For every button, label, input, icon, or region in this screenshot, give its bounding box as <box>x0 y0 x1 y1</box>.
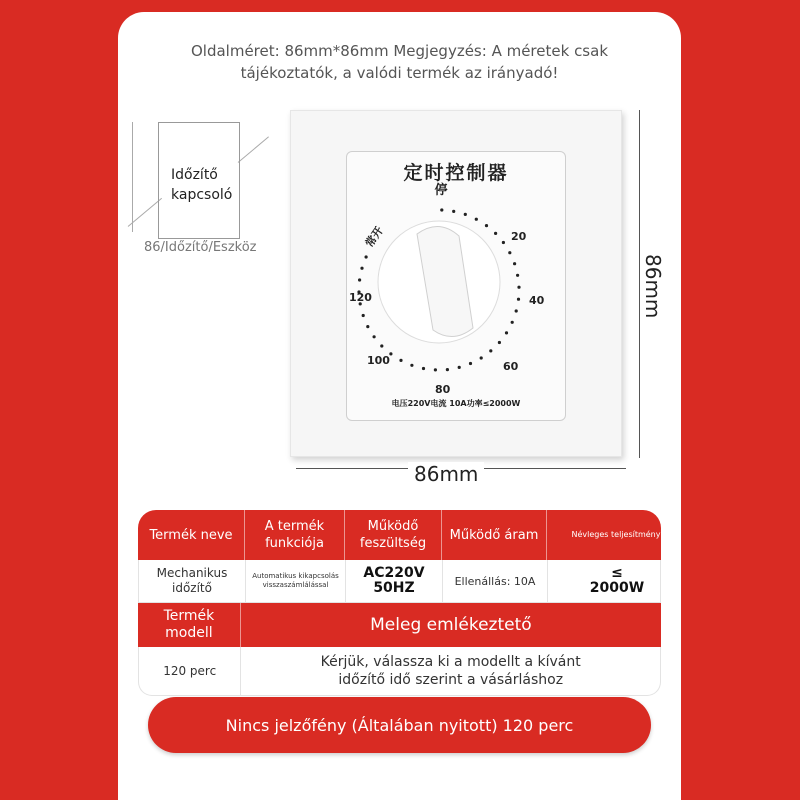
height-dimension-line <box>639 110 640 458</box>
dial-dot <box>480 356 483 359</box>
cell-model: 120 perc <box>139 647 241 695</box>
cell-power-line2: 2000W <box>589 580 645 596</box>
spec-table-header <box>138 510 661 560</box>
product-tag-label <box>169 165 234 205</box>
dial-dot <box>464 213 467 216</box>
dial-dot <box>513 262 516 265</box>
dial-dot <box>380 344 383 347</box>
dial-dot <box>422 367 425 370</box>
cell-current: Ellenállás: 10A <box>443 560 548 602</box>
spec-table <box>138 510 661 696</box>
dial-dot <box>358 278 361 281</box>
table-row <box>138 560 661 603</box>
header-voltage: Működő feszültség <box>345 510 442 560</box>
cell-voltage <box>346 560 443 602</box>
spec-table-header-2 <box>138 603 661 647</box>
tick-label-60: 60 <box>503 360 519 373</box>
dial-dot <box>485 224 488 227</box>
dial-dot <box>517 298 520 301</box>
header-product-name: Termék neve <box>138 510 245 560</box>
dial-dot <box>458 366 461 369</box>
dial-dot <box>362 314 365 317</box>
size-note <box>118 40 681 84</box>
tick-label-40: 40 <box>529 294 545 307</box>
dial-dot <box>494 232 497 235</box>
dial-dot <box>365 255 368 258</box>
label-always-on: 常开 <box>362 224 387 250</box>
timer-dial <box>347 152 565 420</box>
product-tag-label-line1: Időzítő <box>171 167 218 183</box>
tick-label-100: 100 <box>367 354 390 367</box>
header-current: Működő áram <box>442 510 547 560</box>
dial-dot <box>399 359 402 362</box>
tag-guide-line <box>238 136 269 162</box>
cell-reminder-line2: időzítő idő szerint a vásárláshoz <box>338 672 564 688</box>
dial-dot <box>469 362 472 365</box>
dial-dot <box>505 331 508 334</box>
cell-product-function: Automatikus kikapcsolás visszaszámlálással <box>246 560 346 602</box>
dial-dot <box>498 341 501 344</box>
size-note-line2: tájékoztatók, a valódi termék az irányadó! <box>240 64 559 82</box>
dial-dot <box>502 241 505 244</box>
dial-dot <box>360 267 363 270</box>
dial-dot <box>446 368 449 371</box>
height-dimension-label: 86mm <box>641 254 665 319</box>
size-note-line1: Oldalméret: 86mm*86mm Megjegyzés: A méretek csak <box>190 42 609 60</box>
dial-dot <box>517 286 520 289</box>
product-tag-box <box>158 122 240 239</box>
dial-dot <box>516 274 519 277</box>
label-stop: 停 <box>434 183 448 198</box>
cell-power-line1: ≤ <box>611 565 623 581</box>
dial-dot <box>452 210 455 213</box>
cell-voltage-line2: 50HZ <box>373 580 415 596</box>
tag-guide-line <box>132 122 133 232</box>
model-banner: Nincs jelzőfény (Általában nyitott) 120 perc <box>148 697 651 753</box>
header-reminder: Meleg emlékeztető <box>370 615 532 635</box>
tick-label-120: 120 <box>349 291 372 304</box>
cell-reminder <box>241 647 660 695</box>
header-rated-power: Névleges teljesítmény <box>571 530 661 539</box>
cell-reminder-line1: Kérjük, válassza ki a modellt a kívánt <box>320 654 581 670</box>
cell-power <box>548 560 681 602</box>
dial-dot <box>511 321 514 324</box>
timer-face <box>346 151 566 421</box>
dial-dot <box>508 251 511 254</box>
dial-dot <box>475 218 478 221</box>
dial-dot <box>373 335 376 338</box>
table-row <box>138 647 661 696</box>
header-model: Termék modell <box>138 603 241 647</box>
dial-dot <box>489 349 492 352</box>
device-spec: 电压220V电流 10A功率≤2000W <box>391 399 521 408</box>
breadcrumb: 86/Időzítő/Eszköz <box>144 240 257 255</box>
cell-product-name: Mechanikus időzítő <box>139 560 246 602</box>
tick-label-80: 80 <box>435 383 451 396</box>
cell-voltage-line1: AC220V <box>363 565 425 581</box>
dial-dot <box>434 368 437 371</box>
tick-label-20: 20 <box>511 230 527 243</box>
dial-dot <box>366 325 369 328</box>
dial-dot <box>410 364 413 367</box>
product-tag-label-line2: kapcsoló <box>171 187 233 203</box>
product-card <box>118 12 681 800</box>
dial-dot <box>440 208 443 211</box>
header-product-function: A termék funkciója <box>245 510 345 560</box>
device-title: 定时控制器 <box>403 162 509 184</box>
width-dimension-label: 86mm <box>408 462 484 486</box>
timer-switch-panel <box>290 110 622 457</box>
dial-dot <box>515 309 518 312</box>
